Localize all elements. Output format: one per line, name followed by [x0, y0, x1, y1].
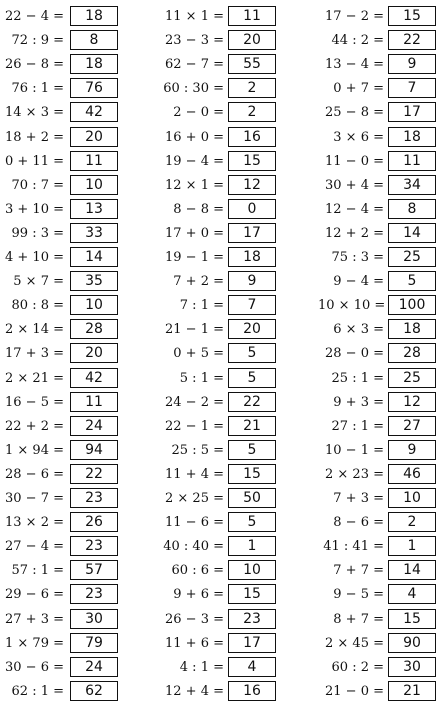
- answer-box[interactable]: 16: [228, 681, 276, 701]
- answer-box[interactable]: 20: [228, 319, 276, 339]
- problem-expression: 3 + 10 =: [5, 201, 64, 217]
- problem-expression: 44 : 2 =: [331, 33, 384, 49]
- answer-box[interactable]: 26: [70, 512, 118, 532]
- problem-expression: 80 : 8 =: [11, 298, 64, 314]
- answer-box[interactable]: 30: [388, 657, 436, 677]
- problem-expression: 21 − 0 =: [325, 683, 384, 699]
- problem-expression: 60 : 30 =: [163, 81, 224, 97]
- answer-box[interactable]: 79: [70, 633, 118, 653]
- answer-box[interactable]: 4: [228, 657, 276, 677]
- answer-box[interactable]: 42: [70, 102, 118, 122]
- problem-expression: 11 − 0 =: [325, 153, 384, 169]
- answer-box[interactable]: 7: [388, 78, 436, 98]
- problem-expression: 21 − 1 =: [165, 322, 224, 338]
- problem-expression: 19 − 4 =: [165, 153, 224, 169]
- problem-expression: 40 : 40 =: [163, 539, 224, 555]
- answer-box[interactable]: 33: [70, 223, 118, 243]
- answer-box[interactable]: 15: [388, 609, 436, 629]
- problem-expression: 8 − 8 =: [173, 201, 224, 217]
- problem-expression: 72 : 9 =: [11, 33, 64, 49]
- answer-box[interactable]: 23: [228, 609, 276, 629]
- problem-expression: 0 + 11 =: [5, 153, 64, 169]
- problem-expression: 16 + 0 =: [165, 129, 224, 145]
- answer-box[interactable]: 100: [388, 295, 436, 315]
- problem-expression: 60 : 2 =: [331, 659, 384, 675]
- answer-box[interactable]: 5: [388, 271, 436, 291]
- answer-box[interactable]: 15: [228, 584, 276, 604]
- answer-box[interactable]: 46: [388, 464, 436, 484]
- answer-box[interactable]: 18: [228, 247, 276, 267]
- problem-expression: 2 × 14 =: [5, 322, 64, 338]
- answer-box[interactable]: 10: [70, 295, 118, 315]
- answer-box[interactable]: 14: [388, 560, 436, 580]
- answer-box[interactable]: 23: [70, 536, 118, 556]
- answer-box[interactable]: 18: [70, 54, 118, 74]
- problem-expression: 99 : 3 =: [11, 225, 64, 241]
- problem-expression: 41 : 41 =: [323, 539, 384, 555]
- problem-expression: 12 + 4 =: [165, 683, 224, 699]
- answer-box[interactable]: 22: [388, 30, 436, 50]
- answer-box[interactable]: 16: [228, 127, 276, 147]
- answer-box[interactable]: 12: [388, 392, 436, 412]
- answer-box[interactable]: 20: [228, 30, 276, 50]
- problem-expression: 0 + 7 =: [333, 81, 384, 97]
- problem-expression: 5 × 7 =: [13, 274, 64, 290]
- problem-expression: 1 × 79 =: [5, 635, 64, 651]
- problem-expression: 26 − 8 =: [5, 57, 64, 73]
- answer-box[interactable]: 24: [70, 416, 118, 436]
- problem-expression: 7 + 7 =: [333, 563, 384, 579]
- problem-expression: 13 × 2 =: [5, 515, 64, 531]
- problem-expression: 13 − 4 =: [325, 57, 384, 73]
- answer-box[interactable]: 90: [388, 633, 436, 653]
- problem-expression: 30 − 7 =: [5, 491, 64, 506]
- answer-box[interactable]: 55: [228, 54, 276, 74]
- problem-expression: 22 − 4 =: [5, 9, 64, 24]
- answer-box[interactable]: 1: [228, 536, 276, 556]
- problem-expression: 12 + 2 =: [325, 225, 384, 241]
- problem-expression: 2 × 23 =: [325, 466, 384, 482]
- problem-expression: 7 + 3 =: [333, 491, 384, 506]
- answer-box[interactable]: 2: [228, 78, 276, 98]
- answer-box[interactable]: 9: [388, 54, 436, 74]
- problem-expression: 27 + 3 =: [5, 611, 64, 627]
- answer-box[interactable]: 28: [70, 319, 118, 339]
- answer-box[interactable]: 18: [70, 6, 118, 26]
- problem-expression: 11 + 4 =: [165, 466, 224, 482]
- problem-expression: 3 × 6 =: [333, 129, 384, 145]
- answer-box[interactable]: 15: [388, 6, 436, 26]
- problem-expression: 14 × 3 =: [5, 105, 64, 121]
- problem-expression: 16 − 5 =: [5, 394, 64, 410]
- problem-expression: 12 − 4 =: [325, 201, 384, 217]
- problem-expression: 11 − 6 =: [165, 515, 224, 531]
- answer-box[interactable]: 76: [70, 78, 118, 98]
- problem-expression: 8 + 7 =: [333, 611, 384, 627]
- answer-box[interactable]: 21: [228, 416, 276, 436]
- problem-expression: 9 + 3 =: [333, 394, 384, 410]
- answer-box[interactable]: 22: [228, 392, 276, 412]
- problem-expression: 28 − 6 =: [5, 466, 64, 482]
- problem-expression: 75 : 3 =: [331, 250, 384, 265]
- answer-box[interactable]: 11: [228, 6, 276, 26]
- answer-box[interactable]: 17: [228, 223, 276, 243]
- answer-box[interactable]: 34: [388, 175, 436, 195]
- problem-expression: 11 × 1 =: [165, 9, 224, 24]
- problem-expression: 7 : 1 =: [179, 298, 224, 314]
- answer-box[interactable]: 27: [388, 416, 436, 436]
- answer-box[interactable]: 10: [388, 488, 436, 508]
- problem-expression: 76 : 1 =: [11, 81, 64, 97]
- problem-expression: 1 × 94 =: [5, 442, 64, 458]
- problem-expression: 2 × 21 =: [5, 370, 64, 386]
- problem-expression: 28 − 0 =: [325, 346, 384, 362]
- problem-expression: 62 − 7 =: [165, 57, 224, 73]
- problem-expression: 9 + 6 =: [173, 587, 224, 603]
- problem-expression: 60 : 6 =: [171, 563, 224, 579]
- problem-expression: 29 − 6 =: [5, 587, 64, 603]
- problem-expression: 2 × 45 =: [325, 635, 384, 651]
- answer-box[interactable]: 5: [228, 343, 276, 363]
- answer-box[interactable]: 21: [388, 681, 436, 701]
- answer-box[interactable]: 5: [228, 440, 276, 460]
- problem-expression: 4 + 10 =: [5, 250, 64, 265]
- answer-box[interactable]: 0: [228, 199, 276, 219]
- answer-box[interactable]: 2: [388, 512, 436, 532]
- problem-expression: 17 − 2 =: [325, 9, 384, 24]
- answer-box[interactable]: 4: [388, 584, 436, 604]
- answer-box[interactable]: 13: [70, 199, 118, 219]
- problem-expression: 57 : 1 =: [11, 563, 64, 579]
- answer-box[interactable]: 11: [70, 151, 118, 171]
- problem-expression: 23 − 3 =: [165, 33, 224, 49]
- answer-box[interactable]: 9: [228, 271, 276, 291]
- answer-box[interactable]: 7: [228, 295, 276, 315]
- answer-box[interactable]: 50: [228, 488, 276, 508]
- answer-box[interactable]: 25: [388, 368, 436, 388]
- answer-box[interactable]: 8: [388, 199, 436, 219]
- answer-box[interactable]: 14: [388, 223, 436, 243]
- answer-box[interactable]: 20: [70, 127, 118, 147]
- answer-box[interactable]: 42: [70, 368, 118, 388]
- answer-box[interactable]: 12: [228, 175, 276, 195]
- answer-box[interactable]: 15: [228, 464, 276, 484]
- problem-expression: 17 + 3 =: [5, 346, 64, 362]
- problem-expression: 0 + 5 =: [173, 346, 224, 362]
- problem-expression: 9 − 4 =: [333, 274, 384, 290]
- problem-expression: 2 − 0 =: [173, 105, 224, 121]
- problem-expression: 6 × 3 =: [333, 322, 384, 338]
- problem-expression: 10 × 10 =: [318, 298, 386, 314]
- answer-box[interactable]: 1: [388, 536, 436, 556]
- answer-box[interactable]: 10: [228, 560, 276, 580]
- answer-box[interactable]: 14: [70, 247, 118, 267]
- answer-box[interactable]: 15: [228, 151, 276, 171]
- answer-box[interactable]: 20: [70, 343, 118, 363]
- answer-box[interactable]: 35: [70, 271, 118, 291]
- problem-expression: 24 − 2 =: [165, 394, 224, 410]
- answer-box[interactable]: 9: [388, 440, 436, 460]
- problem-expression: 25 : 5 =: [171, 442, 224, 458]
- problem-expression: 27 − 4 =: [5, 539, 64, 555]
- answer-box[interactable]: 11: [70, 392, 118, 412]
- answer-box[interactable]: 18: [388, 127, 436, 147]
- problem-expression: 30 + 4 =: [325, 177, 384, 193]
- problem-expression: 18 + 2 =: [5, 129, 64, 145]
- answer-box[interactable]: 22: [70, 464, 118, 484]
- problem-expression: 2 × 25 =: [165, 491, 224, 506]
- problem-expression: 12 × 1 =: [165, 177, 224, 193]
- answer-box[interactable]: 10: [70, 175, 118, 195]
- answer-box[interactable]: 24: [70, 657, 118, 677]
- answer-box[interactable]: 30: [70, 609, 118, 629]
- problem-expression: 62 : 1 =: [11, 683, 64, 699]
- problem-expression: 17 + 0 =: [165, 225, 224, 241]
- answer-box[interactable]: 25: [388, 247, 436, 267]
- problem-expression: 8 − 6 =: [333, 515, 384, 531]
- problem-expression: 22 − 1 =: [165, 418, 224, 434]
- answer-box[interactable]: 2: [228, 102, 276, 122]
- answer-box[interactable]: 57: [70, 560, 118, 580]
- answer-box[interactable]: 23: [70, 488, 118, 508]
- problem-expression: 5 : 1 =: [179, 370, 224, 386]
- answer-box[interactable]: 5: [228, 368, 276, 388]
- answer-box[interactable]: 11: [388, 151, 436, 171]
- problem-expression: 19 − 1 =: [165, 250, 224, 265]
- problem-expression: 4 : 1 =: [179, 659, 224, 675]
- problem-expression: 7 + 2 =: [173, 274, 224, 290]
- answer-box[interactable]: 17: [228, 633, 276, 653]
- problem-expression: 22 + 2 =: [5, 418, 64, 434]
- problem-expression: 30 − 6 =: [5, 659, 64, 675]
- answer-box[interactable]: 94: [70, 440, 118, 460]
- problem-expression: 25 : 1 =: [331, 370, 384, 386]
- problem-expression: 70 : 7 =: [11, 177, 64, 193]
- problem-expression: 10 − 1 =: [325, 442, 384, 458]
- answer-box[interactable]: 23: [70, 584, 118, 604]
- problem-expression: 25 − 8 =: [325, 105, 384, 121]
- problem-expression: 9 − 5 =: [333, 587, 384, 603]
- answer-box[interactable]: 5: [228, 512, 276, 532]
- answer-box[interactable]: 17: [388, 102, 436, 122]
- problem-expression: 27 : 1 =: [331, 418, 384, 434]
- problem-expression: 11 + 6 =: [165, 635, 224, 651]
- problem-expression: 26 − 3 =: [165, 611, 224, 627]
- answer-box[interactable]: 18: [388, 319, 436, 339]
- answer-box[interactable]: 28: [388, 343, 436, 363]
- answer-box[interactable]: 8: [70, 30, 118, 50]
- answer-box[interactable]: 62: [70, 681, 118, 701]
